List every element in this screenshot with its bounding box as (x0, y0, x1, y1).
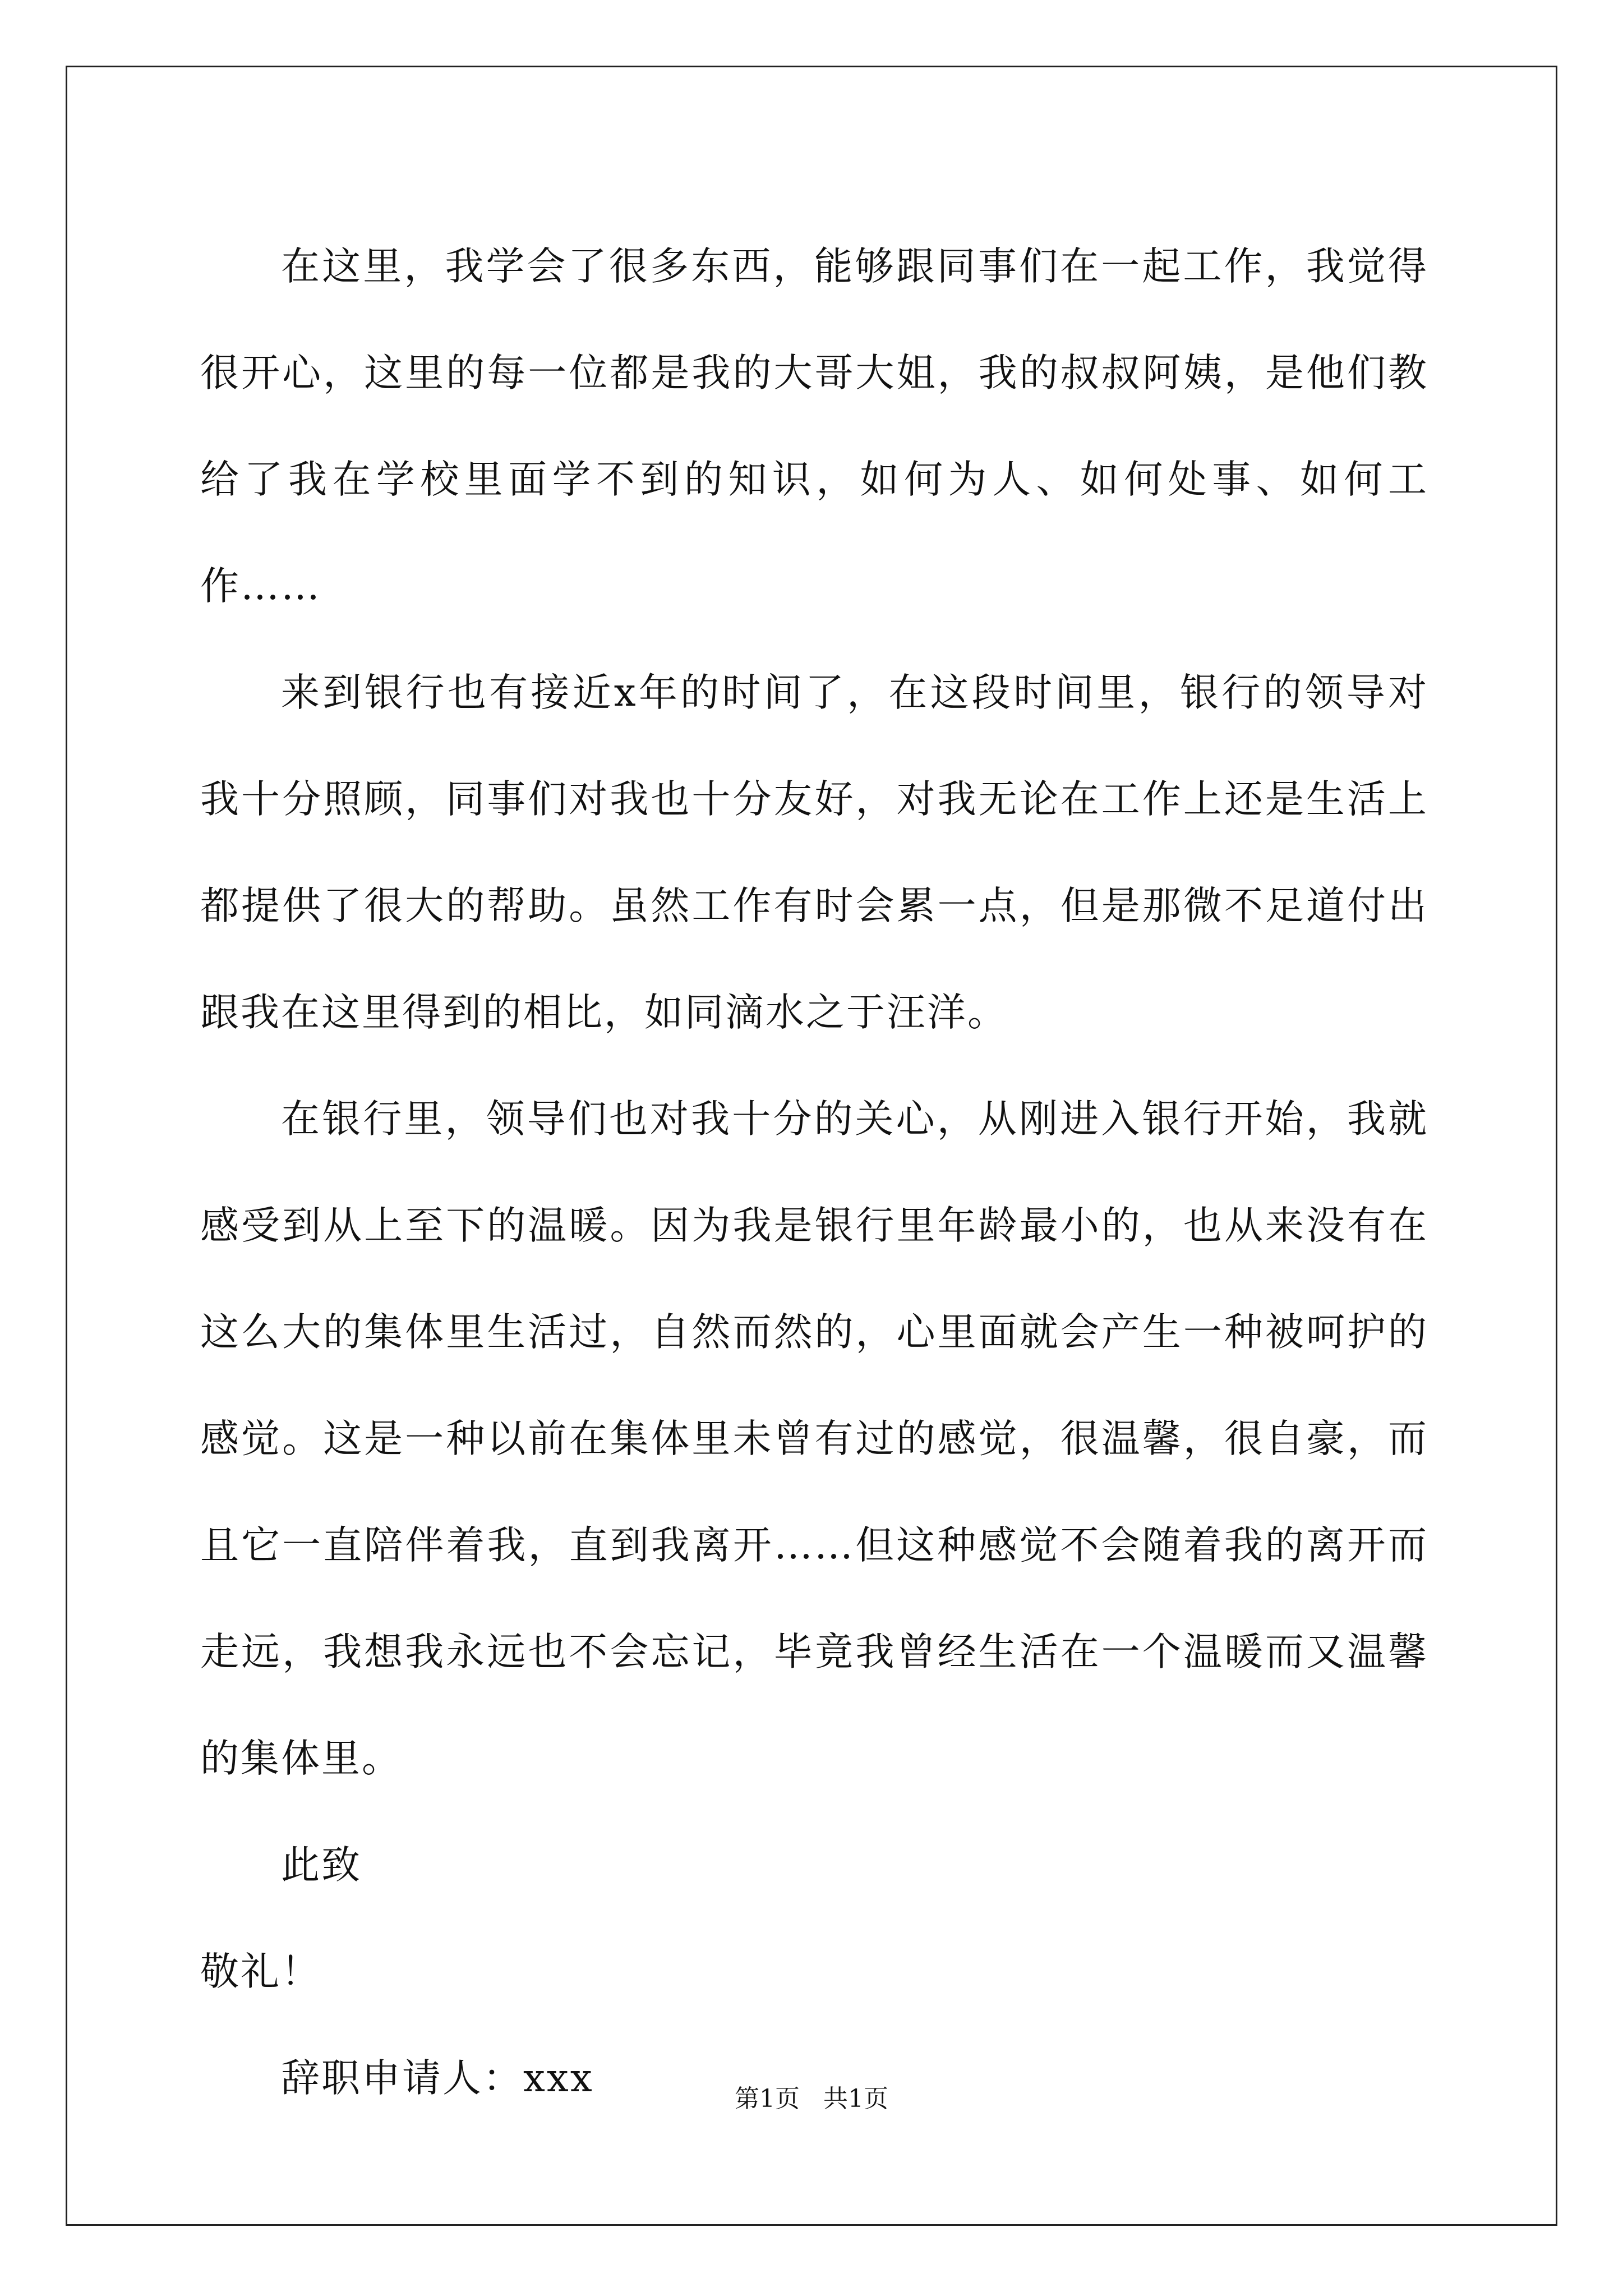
closing-salutation: 此致 (281, 1843, 362, 1888)
page-footer (0, 2082, 1623, 2116)
signature-line: 辞职申请人：xxx (281, 2056, 594, 2101)
paragraph-2: 来到银行也有接近x年的时间了，在这段时间里，银行的领导对我十分照顾，同事们对我也十分友好，对我无论在工作上还是生活上都提供了很大的帮助。虽然工作有时会累一点，但是那微不足道付出跟我在这里得到的相比，如同滴水之于汪洋。 (200, 670, 1428, 1035)
page-number: 第1页 共1页 (735, 2085, 888, 2113)
paragraph-3: 在银行里，领导们也对我十分的关心，从刚进入银行开始，我就感受到从上至下的温暖。因为我是银行里年龄最小的，也从来没有在这么大的集体里生活过，自然而然的，心里面就会产生一种被呵护的感觉。这是一种以前在集体里未曾有过的感觉，很温馨，很自豪，而且它一直陪伴着我，直到我离开……但这种感觉不会随着我的离开而走远，我想我永远也不会忘记，毕竟我曾经生活在一个温暖而又温馨的集体里。 (200, 1097, 1428, 1781)
closing-regards: 敬礼！ (200, 1949, 321, 1994)
letter-body (200, 213, 1428, 2132)
paragraph-1: 在这里，我学会了很多东西，能够跟同事们在一起工作，我觉得很开心，这里的每一位都是我的大哥大姐，我的叔叔阿姨，是他们教给了我在学校里面学不到的知识，如何为人、如何处事、如何工作…… (200, 244, 1428, 609)
